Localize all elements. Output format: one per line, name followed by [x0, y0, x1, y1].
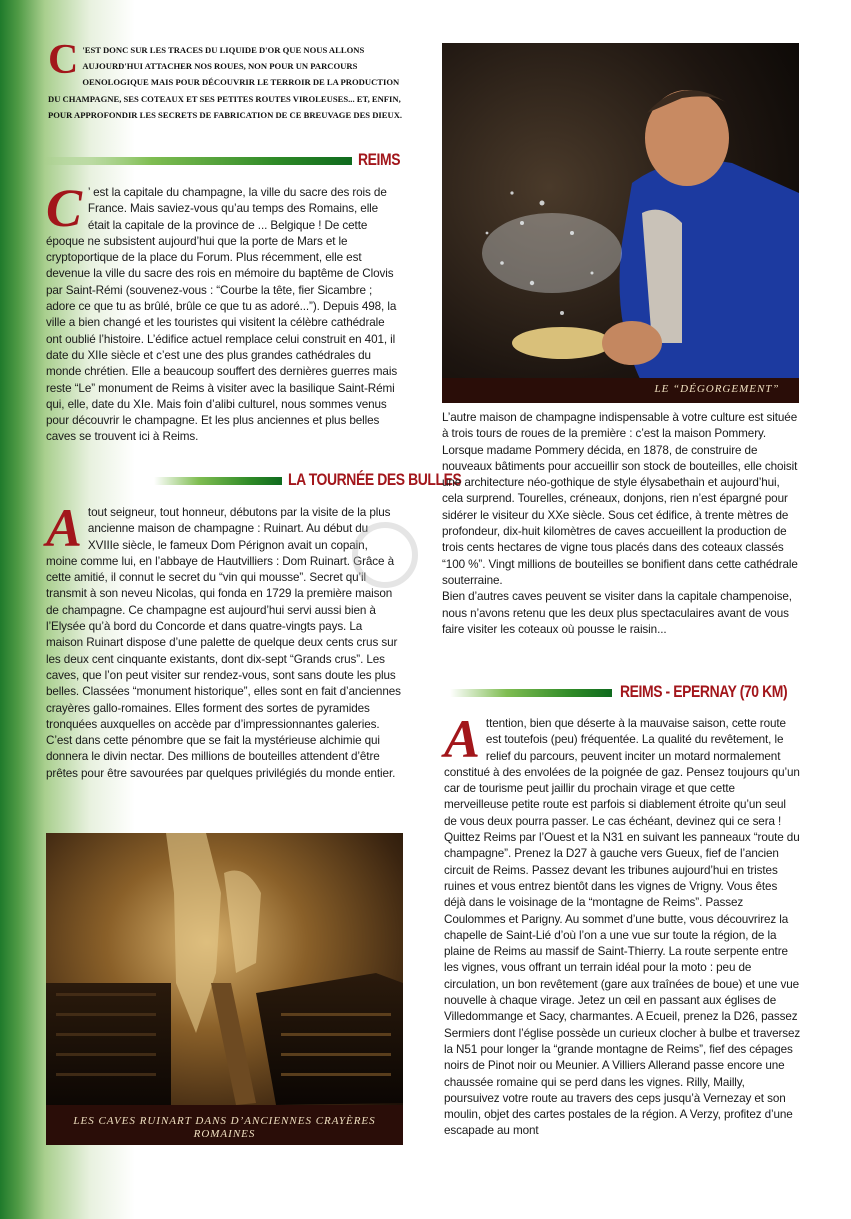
heading-bar	[450, 689, 612, 697]
caption-caves: LES CAVES RUINART DANS D’ANCIENNES CRAYÈRES ROMAINES	[73, 1115, 376, 1140]
photo-caves-ruinart	[46, 833, 403, 1145]
heading-bar	[154, 477, 282, 485]
tournee-body: tout seigneur, tout honneur, débutons par la visite de la plus ancienne maison de champagne : Ruinart. Au début du XVIIIe siècle, le fameux Dom Pérignon avait un copain, moine comme lui, en l’abbaye de Hautvilliers : Dom Ruinart. Grâce à cette amitié, il connut le secret du “vin qui mousse”. Secret qu’il transmit à son neveu Nicolas, qui fonda en 1729 la première maison de champagne. Ce champagne est aujourd’hui servi aussi bien à l’Elysée qu’à bord du Concorde et dans quatre-vingts pays. La maison Ruinart dispose d’une palette de quelque deux cents crus sur les deux cent cinquante existants, dont dix-sept “Grands crus”. Les caves, que l’on peut visiter sur rendez-vous, sont sans doute les plus belles. Classées “monument historique”, elles sont en fait d’anciennes crayères gallo-romaines. Elles forment des sortes de pyramides tronquées auxquelles on accède par d’impressionnantes galeries. C’est dans cette pénombre que se fait la mystérieuse alchimie qui donnera le divin nectar. Des millions de bouteilles attendent d’être prêtes pour être savourées par quelques privilégiés du monde entier.	[46, 506, 401, 780]
section-title-reims: REIMS	[358, 150, 401, 169]
reims-text	[46, 178, 402, 446]
section-heading-epernay	[450, 682, 800, 702]
pommery-paragraph-1: L’autre maison de champagne indispensable à votre culture est située à trois tours de roues de la première : c’est la maison Pommery. Lorsque madame Pommery décida, en 1878, de construire de nouveaux bâtiments pour accueillir son stock de bouteilles, elle choisit une architecture néo-gothique de style élysabethain et aujourd’hui, cela surprend. Tourelles, créneaux, donjons, rien n’est épargné pour sidérer le visiteur du XXe siècle. Sous cet édifice, à trente mètres de profondeur, dix-huit kilomètres de caves accueillent la production de trois cents hectares de vigne tous placés dans des coteaux classés “100 %”. Vingt millions de bouteilles se bonifient dans cette cathédrale souterraine.	[442, 411, 798, 587]
section-heading-reims	[44, 150, 400, 170]
intro-dropcap: C	[48, 37, 79, 83]
pommery-paragraph-2: Bien d’autres caves peuvent se visiter dans la capitale champenoise, nous n’avons retenu que les deux plus spectaculaires avant de vous faire visiter les coteaux où pousse le raisin...	[442, 590, 792, 636]
tournee-text	[46, 498, 402, 782]
pommery-text	[442, 410, 799, 638]
reims-body: ’ est la capitale du champagne, la ville du sacre des rois de France. Mais saviez-vous qu’au temps des Romains, elle était la capitale de la province de ... Belgique ! De cette époque ne subsistent aujourd’hui que la porte de Mars et le cryptoportique de la place du Forum. Plus récemment, elle est devenue la ville du sacre des rois en mémoire du baptême de Clovis par Saint-Rémi (souvenez-vous : “Courbe la tête, fier Sicambre ; adore ce que tu as brûlé, brûle ce que tu as adoré...”). Depuis 498, la ville a bien changé et les touristes qui visitent la célèbre cathédrale ont oublié l’histoire. L’édifice actuel remplace celui construit en 401, il date du XIIe siècle et c’est une des plus grandes cathédrales du monde chrétien. Elle a beaucoup souffert des dernières guerres mais reste “Le” monument de Reims à visiter avec la basilique Saint-Rémi qui, elle, date du XIe. Mais foin d’alibi culturel, nous sommes venus pour découvrir le champagne. Et les plus anciennes et plus belles caves se trouvent ici à Reims.	[46, 186, 398, 444]
degorgement-image	[442, 43, 799, 403]
watermark	[350, 510, 420, 610]
caption-degorgement: LE “DÉGORGEMENT”	[654, 383, 780, 395]
heading-bar	[44, 157, 352, 165]
intro-paragraph	[48, 37, 408, 123]
section-heading-tournee	[44, 470, 462, 490]
intro-text: 'EST DONC SUR LES TRACES DU LIQUIDE D'OR QUE NOUS ALLONS AUJOURD'HUI ATTACHER NOS ROUES, NON POUR UN PARCOURS OENOLOGIQUE MAIS POUR DÉCOUVRIR LE TERROIR DE LA PRODUCTION DU CHAMPAGNE, SES COTEAUX ET SES PETITES ROUTES VIROLEUSES... ET, ENFIN, POUR APPROFONDIR LES SECRETS DE FABRICATION DE CE BREUVAGE DES DIEUX.	[48, 45, 403, 120]
section-title-tournee: LA TOURNÉE DES BULLES	[288, 470, 462, 489]
caves-image	[46, 833, 403, 1145]
epernay-dropcap: A	[444, 709, 480, 769]
section-title-epernay: REIMS - EPERNAY (70 KM)	[620, 682, 788, 701]
tournee-dropcap: A	[46, 498, 82, 558]
epernay-text	[444, 709, 801, 1140]
reims-dropcap: C	[46, 178, 82, 238]
epernay-body: ttention, bien que déserte à la mauvaise saison, cette route est toutefois (peu) fréquentée. La qualité du revêtement, le relief du parcours, peuvent inciter un motard normalement constitué à des envolées de la poignée de gaz. Pensez toujours qu’un car de tourisme peut jaillir du prochain virage et que cette merveilleuse petite route est parfois si diablement étroite qu’un seul de vous deux pourra passer. Le cas échéant, devinez qui ce sera ! Quittez Reims par l’Ouest et la N31 en suivant les panneaux “route du champagne”. Prenez la D27 à gauche vers Gueux, fief de l’ancien circuit de Reims. Passez devant les tribunes aujourd’hui en tristes ruines et vous entrez bientôt dans les vignes de Vrigny. Vous êtes déjà dans le voisinage de la “montagne de Reims”. Passez Coulommes et Parigny. Au sommet d’une butte, vous découvrirez la chapelle de Saint-Lié d’où l’on a une vue sur toute la région, de la plaine de Reims au massif de Saint-Thierry. La route serpente entre les vignes, vous offrant un terrain idéal pour la moto : peu de circulation, un bon revêtement (gare aux traînées de boue) et une vue nouvelle à chaque virage. Jetez un œil en passant aux églises de Villedommange et Sacy, charmantes. A Ecueil, prenez la D26, passez Sermiers dont l’église possède un curieux clocher à bulbe et traversez la N51 pour longer la “grande montagne de Reims”, fief des cépages noirs de Pinot noir ou Meunier. A Villiers Allerand passe encore une chaussée romaine qui se perd dans les vignes. Rilly, Mailly, poursuivez votre route au travers des ceps jusqu’à Vernezay et son moulin, objet des cartes postales de la région. A Verzy, profitez d’une escapade au mont	[444, 717, 801, 1138]
photo-degorgement	[442, 43, 799, 403]
